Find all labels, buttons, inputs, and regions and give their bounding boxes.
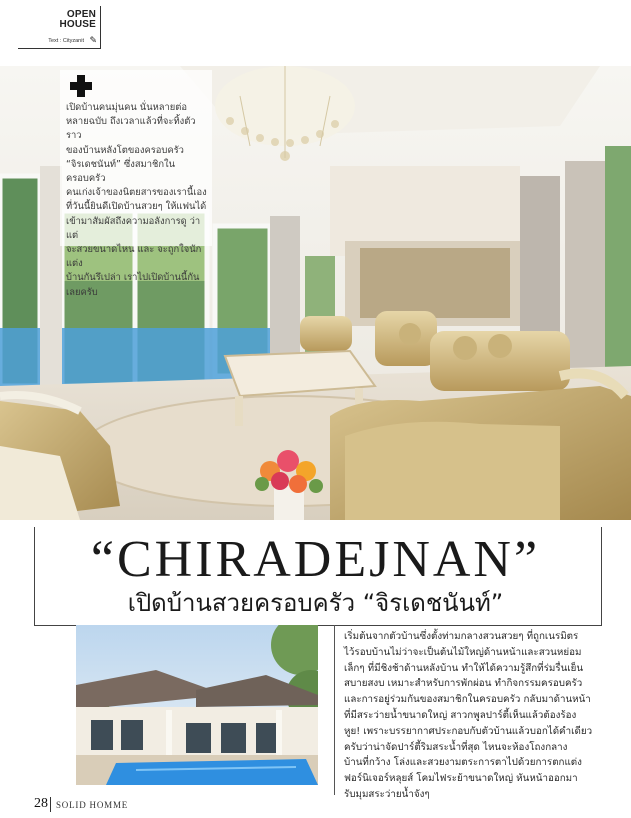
article-subtitle: เปิดบ้านสวยครอบครัว “จิรเดชนันท์”	[127, 589, 504, 617]
section-title	[59, 10, 96, 30]
article-title: “CHIRADEJNAN”	[90, 531, 541, 588]
magazine-name: SOLID HOMME	[56, 800, 129, 810]
text-credit: Text : Cityzanit	[48, 38, 84, 44]
page-number: 28	[34, 796, 48, 811]
pen-icon: ✎	[89, 36, 97, 46]
body-paragraph: เริ่มต้นจากตัวบ้านซึ่งตั้งท่ามกลางสวนสวยๆ ที่ถูกเนรมิตร ไว้รอบบ้านไม่ว่าจะเป็นต้นไม้ใหญ่ด้านหน้าและสวนหย่อม เล็กๆ ที่มีชิงช้าด้านหลังบ้าน ทำให้ได้ความรู้สึกที่ร่มรื่นเย็น สบายสงบ เหมาะสำหรับการพักผ่อน ทำกิจกรรมครอบครัว และการอยู่ร่วมกันของสมาชิกในครอบครัว กลับมาด้านหน้า ที่มีสระว่ายน้ำขนาดใหญ่ สาวกพูลปาร์ตี้เห็นแล้วต้องร้อง หูย! เพราะบรรยากาศประกอบกับตัวบ้านแล้วบอกได้คำเดียว ครับว่าน่าจัดปาร์ตี้ริมสระน้ำที่สุด ไหนจะห้องโถงกลาง บ้านที่กว้าง โล่งและสวยงามตระการตาไปด้วยการตกแต่ง ฟอร์นิเจอร์หลุยส์ โคมไฟระย้าขนาดใหญ่ หันหน้าออกมา รับมุมสระว่ายน้ำจังๆ	[344, 631, 593, 800]
footer-divider	[50, 797, 51, 812]
exterior-pool-photo	[76, 625, 318, 785]
section-title-line2: HOUSE	[59, 19, 96, 30]
section-header	[18, 6, 101, 49]
intro-paragraph: เปิดบ้านคนมุ่นคน นั่นหลายต่อ หลายฉบับ ถึงเวลาแล้วที่จะทิ้งตัวราว ของบ้านหลังโตของครอบครัว “จิรเดชนันท์” ซึ่งสมาชิกในครอบครัว คนเก่งเจ้าของนิตยสารของเรานี้เอง ที่วันนี้ยินดีเปิดบ้านสวยๆ ให้แฟนได้ เข้ามาสัมผัสถึงความอลังการดู ว่าแต่ จะสวยขนาดไหน และ จะถูกใจนักแต่ง บ้านกันรึเปล่า เราไปเปิดบ้านนี้กัน เลยครับ	[66, 102, 207, 298]
section-title-line1: OPEN	[66, 9, 96, 20]
plus-icon	[70, 75, 92, 97]
column-divider	[334, 625, 335, 795]
